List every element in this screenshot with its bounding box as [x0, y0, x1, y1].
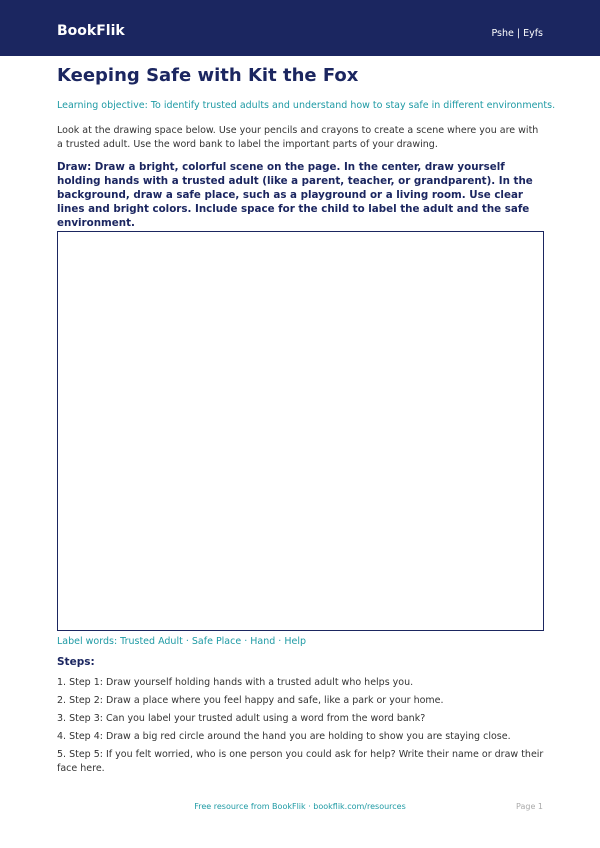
page-number: Page 1 — [516, 802, 543, 811]
step-item: 1. Step 1: Draw yourself holding hands with a trusted adult who helps you. — [57, 677, 414, 688]
footer-credit[interactable]: Free resource from BookFlik · bookflik.com/resources — [194, 802, 406, 811]
step-item: 5. Step 5: If you felt worried, who is one person you could ask for help? Write their name or draw their face here. — [57, 749, 544, 774]
step-item: 4. Step 4: Draw a big red circle around the hand you are holding to show you are staying close. — [57, 731, 511, 742]
page-title: Keeping Safe with Kit the Fox — [57, 65, 359, 86]
brand-logo-text[interactable]: BookFlik — [57, 23, 125, 39]
draw-instruction: Draw: Draw a bright, colorful scene on the page. In the center, draw yourself holding hands with a trusted adult (like a parent, teacher, or grandparent). In the background, draw a safe place, such as a playground or a living room. Use clear lines and bright colors. Include space for the child to label the adult and the safe environment. — [57, 161, 533, 229]
learning-objective: Learning objective: To identify trusted adults and understand how to stay safe in different environments. — [57, 100, 556, 111]
subject-tags: Pshe | Eyfs — [491, 28, 543, 39]
drawing-area[interactable] — [57, 231, 544, 631]
page-header — [0, 0, 600, 56]
word-bank: Label words: Trusted Adult · Safe Place · Hand · Help — [57, 636, 306, 647]
step-item: 2. Step 2: Draw a place where you feel happy and safe, like a park or your home. — [57, 695, 444, 706]
intro-text: Look at the drawing space below. Use your pencils and crayons to create a scene where you are with a trusted adult. Use the word bank to label the important parts of your drawing. — [57, 125, 539, 150]
steps-heading: Steps: — [57, 656, 95, 668]
step-item: 3. Step 3: Can you label your trusted adult using a word from the word bank? — [57, 713, 426, 724]
steps-list — [57, 676, 547, 780]
